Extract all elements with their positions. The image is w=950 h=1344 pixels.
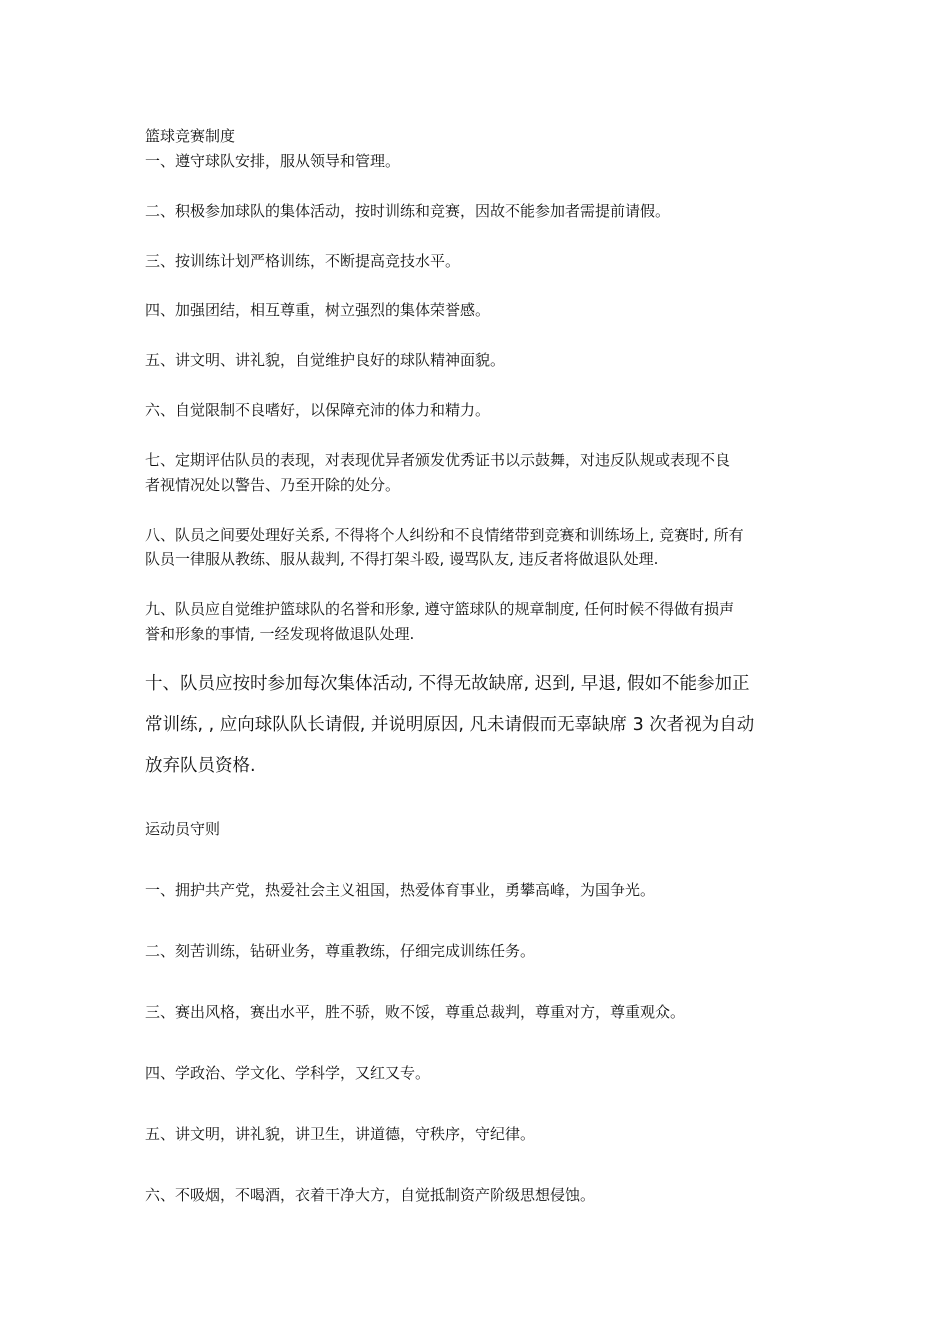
rule-item-3: 三、按训练计划严格训练，不断提高竞技水平。 bbox=[145, 252, 461, 270]
rule-item-4: 四、加强团结，相互尊重，树立强烈的集体荣誉感。 bbox=[145, 301, 491, 319]
code-item-1: 一、拥护共产党，热爱社会主义祖国，热爱体育事业，勇攀高峰，为国争光。 bbox=[145, 881, 656, 899]
rule-item-6: 六、自觉限制不良嗜好，以保障充沛的体力和精力。 bbox=[145, 401, 491, 419]
rule-item-5: 五、讲文明、讲礼貌，自觉维护良好的球队精神面貌。 bbox=[145, 351, 506, 369]
code-item-6: 六、不吸烟，不喝酒，衣着干净大方，自觉抵制资产阶级思想侵蚀。 bbox=[145, 1186, 596, 1204]
rule-item-9-line-1: 九、队员应自觉维护篮球队的名誉和形象, 遵守篮球队的规章制度, 任何时候不得做有损声 bbox=[145, 600, 735, 618]
rule-item-9-line-2: 誉和形象的事情, 一经发现将做退队处理. bbox=[145, 625, 415, 643]
code-item-3: 三、赛出风格，赛出水平，胜不骄，败不馁，尊重总裁判，尊重对方，尊重观众。 bbox=[145, 1003, 686, 1021]
rule-item-2: 二、积极参加球队的集体活动，按时训练和竞赛，因故不能参加者需提前请假。 bbox=[145, 202, 671, 220]
rule-item-7-line-2: 者视情况处以警告、乃至开除的处分。 bbox=[145, 476, 401, 494]
rule-item-8-line-2: 队员一律服从教练、服从裁判, 不得打架斗殴, 谩骂队友, 违反者将做退队处理. bbox=[145, 550, 659, 568]
rule-item-10-line-1: 十、队员应按时参加每次集体活动, 不得无故缺席, 迟到, 早退, 假如不能参加正 bbox=[145, 674, 750, 694]
rule-item-10-line-3: 放弃队员资格. bbox=[145, 756, 256, 776]
code-item-5: 五、讲文明，讲礼貌，讲卫生，讲道德，守秩序，守纪律。 bbox=[145, 1125, 536, 1143]
code-item-2: 二、刻苦训练，钻研业务，尊重教练，仔细完成训练任务。 bbox=[145, 942, 536, 960]
rule-item-10-line-2: 常训练, , 应向球队队长请假, 并说明原因, 凡未请假而无辜缺席 3 次者视为自动 bbox=[145, 715, 755, 735]
code-item-4: 四、学政治、学文化、学科学，又红又专。 bbox=[145, 1064, 431, 1082]
rule-item-1: 一、遵守球队安排，服从领导和管理。 bbox=[145, 152, 401, 170]
rule-item-7-line-1: 七、定期评估队员的表现，对表现优异者颁发优秀证书以示鼓舞，对违反队规或表现不良 bbox=[145, 451, 731, 469]
section-title: 篮球竞赛制度 bbox=[145, 127, 236, 145]
section-title: 运动员守则 bbox=[145, 820, 221, 838]
rule-item-8-line-1: 八、队员之间要处理好关系, 不得将个人纠纷和不良情绪带到竞赛和训练场上, 竞赛时, 所有 bbox=[145, 526, 744, 544]
